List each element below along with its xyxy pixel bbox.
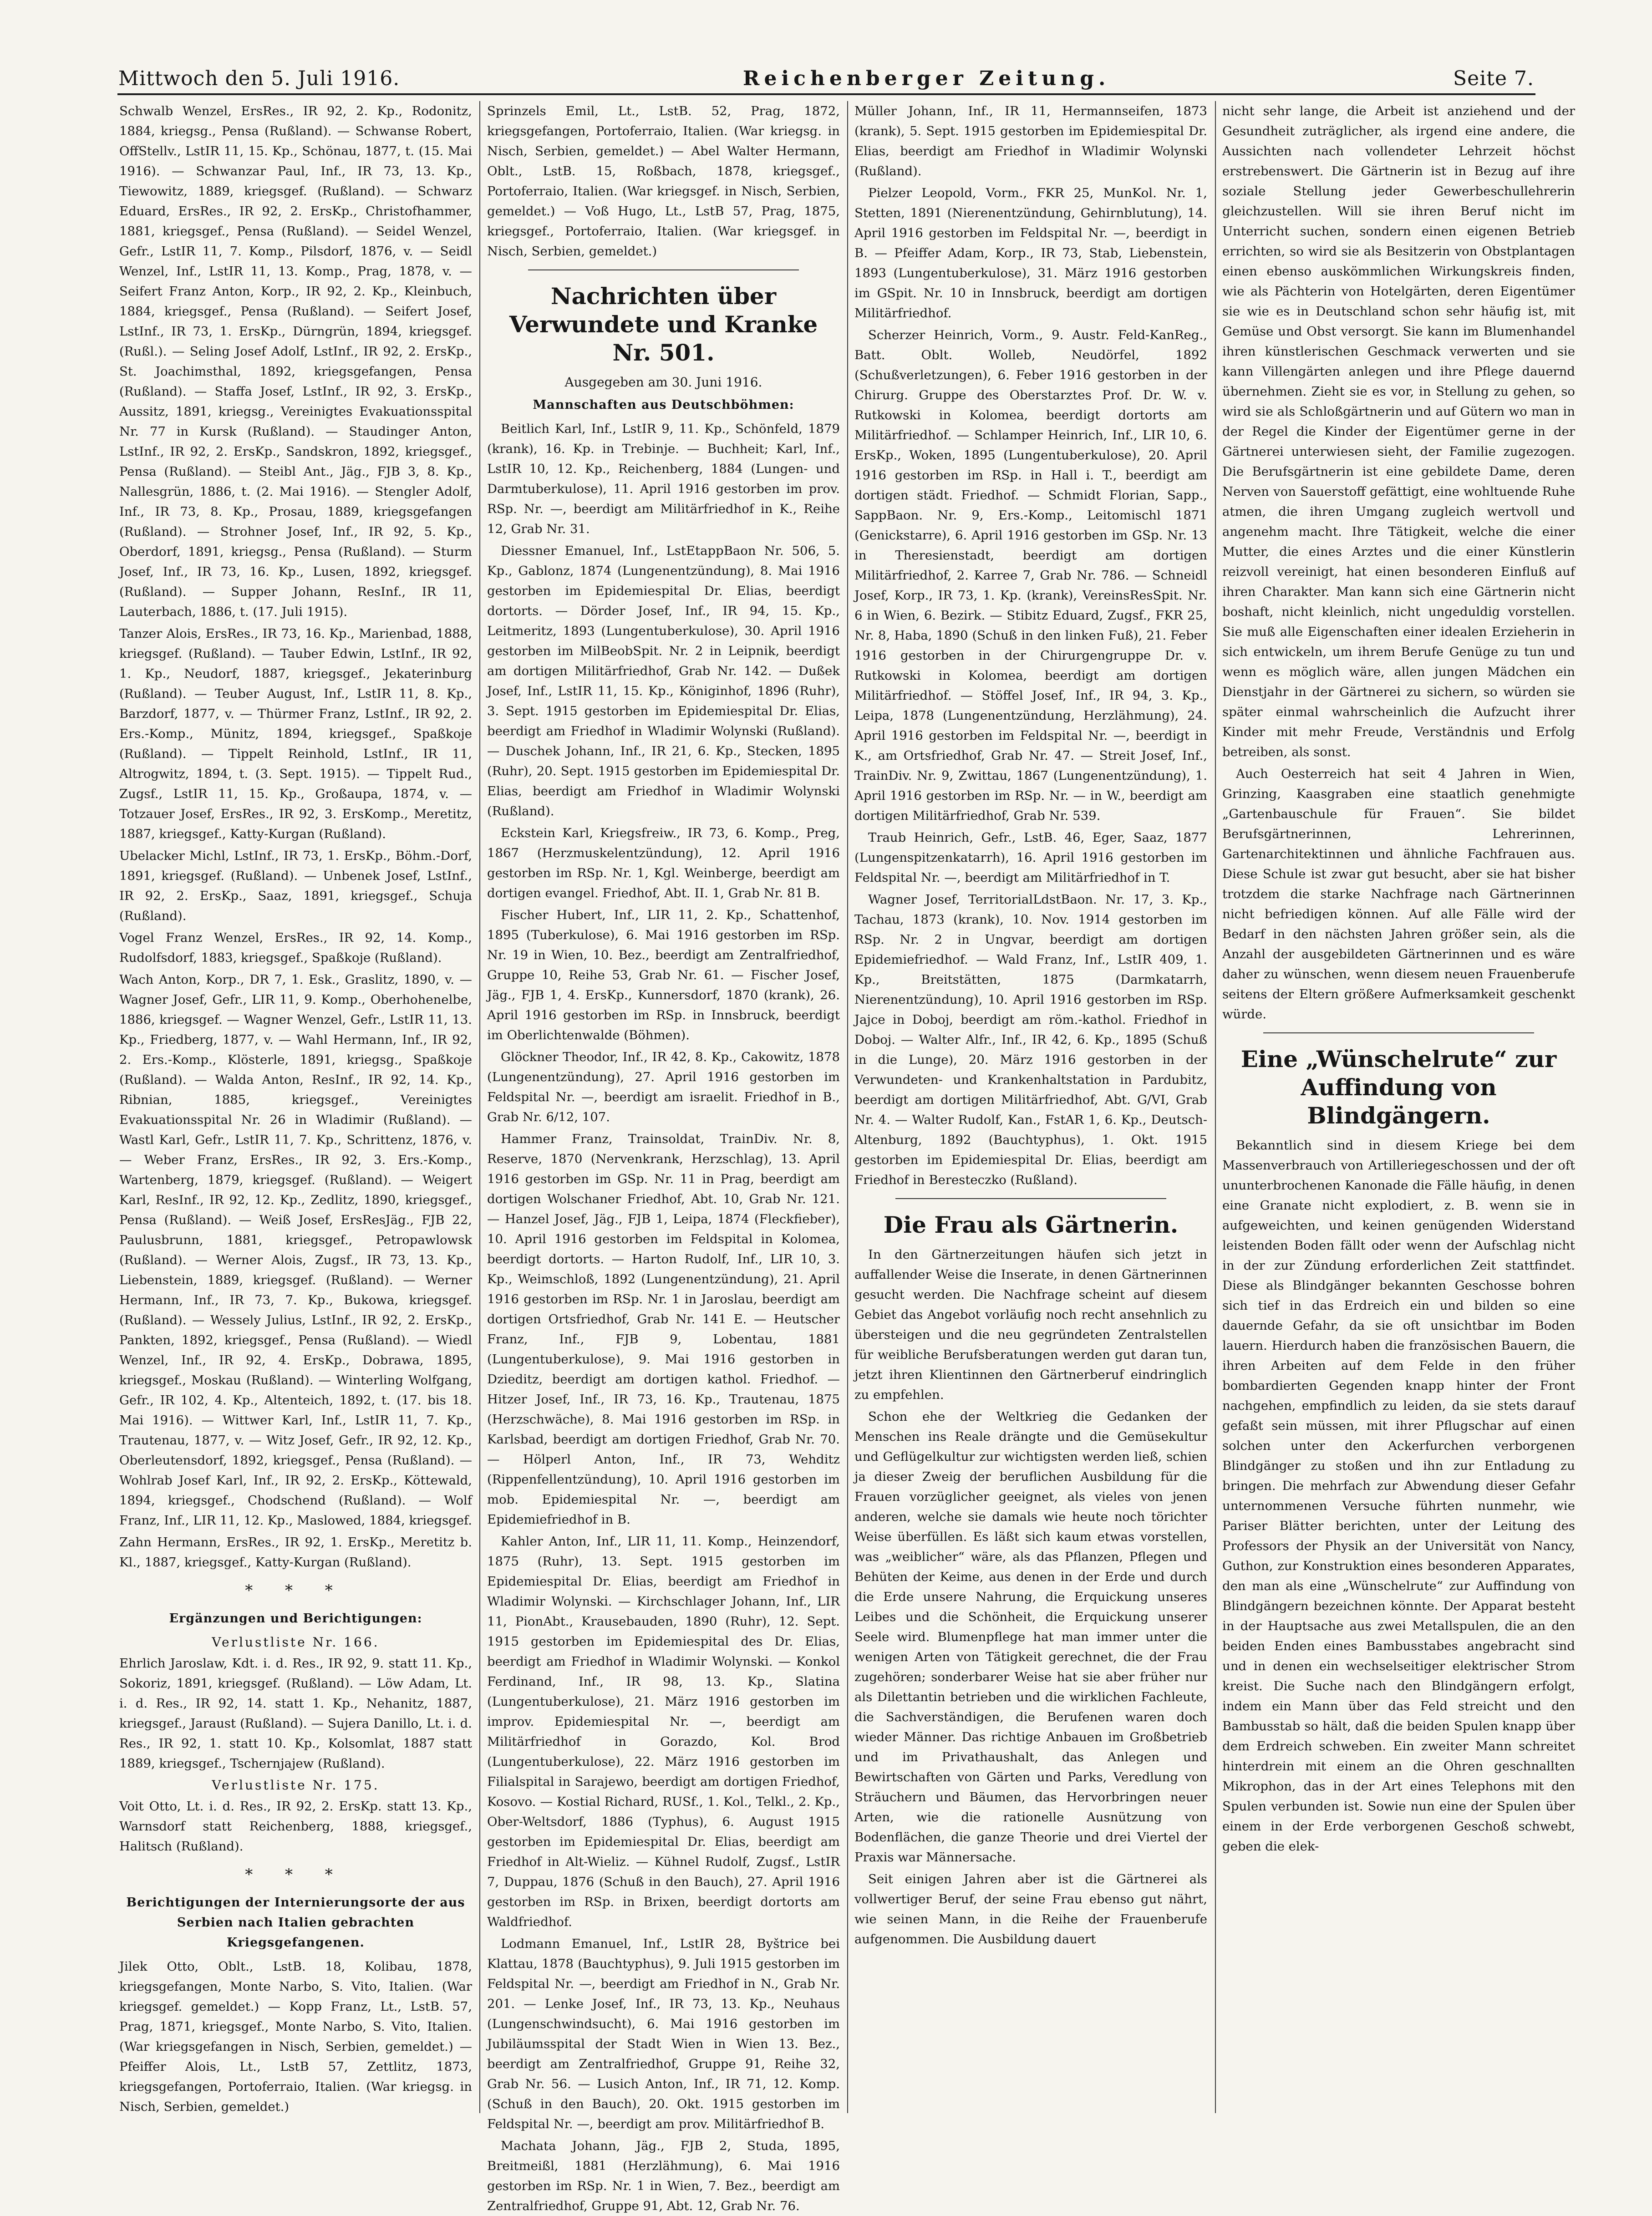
casualty-paragraph: Lodmann Emanuel, Inf., LstIR 28, Byštrice bei Klattau, 1878 (Bauchtyphus), 9. Juli 1915 gestorben im Feldspital Nr. —, beerdigt am Friedhof in N., Grab Nr. 201. — Lenke Josef, Inf., IR 73, 13. Kp., Neuhaus (Lungenschwindsucht), 6. Mai 1916 gestorben im Jubiläumsspital der Stadt Wien in Wien 13. Bez., beerdigt am Zentralfriedhof, Gruppe 91, Reihe 32, Grab Nr. 56. — Lusich Anton, Inf., IR 71, 12. Komp. (Schuß in den Bauch), 20. Okt. 1915 gestorben im Feldspital Nr. —, beerdigt am prov. Militärfriedhof B. (487, 1936, 840, 2131)
column-divider (847, 101, 848, 2113)
casualty-paragraph: Wagner Josef, TerritorialLdstBaon. Nr. 17, 3. Kp., Tachau, 1873 (krank), 10. Nov. 1914 gestorben im RSp. Nr. 2 in Ungvar, beerdigt am dortigen Epidemiefriedhof. — Wald Franz, Inf., LstIR 409, 1. Kp., Breitstätten, 1875 (Darmkatarrh, Nierenentzündung), 10. April 1916 gestorben im RSp. Jajce in Doboj, beerdigt am röm.-kathol. Friedhof in Doboj. — Walter Alfr., Inf., IR 42, 6. Kp., 1895 (Schuß in die Lunge), 20. März 1916 gestorben in der Verwundeten- und Krankenhaltstation in Pardubitz, beerdigt am dortigen Militärfriedhof, Abt. G/VI, Grab Nr. 4. — Walter Rudolf, Kan., FstAR 1, 6. Kp., Deutsch-Altenburg, 1892 (Bauchtyphus), 1. Okt. 1915 gestorben im Epidemiespital Dr. Elias, beerdigt am Friedhof in Beresteczko (Rußland). (854, 892, 1207, 1187)
casualty-paragraph: Machata Johann, Jäg., FJB 2, Studa, 1895, Breitmeißl, 1881 (Herzlähmung), 6. Mai 1916 gestorben im RSp. Nr. 1 in Wien, 7. Bez., beerdigt am Zentralfriedhof, Gruppe 91, Abt. 12, Grab Nr. 76. (487, 2139, 840, 2213)
article-title: Die Frau als Gärtnerin. (883, 1211, 1179, 1238)
casualty-entry: Ubelacker Michl, LstInf., IR 73, 1. ErsKp., Böhm.-Dorf, 1891, kriegsgef. (Rußland). — Unbenek Josef, LstInf., IR 92, 2. ErsKp., Saaz, 1891, kriegsgef., Schuja (Rußland). (119, 849, 472, 923)
page-number: Seite 7. (1453, 67, 1534, 90)
section-rule (1263, 1032, 1534, 1033)
casualty-paragraph: Fischer Hubert, Inf., LIR 11, 2. Kp., Schattenhof, 1895 (Tuberkulose), 6. Mai 1916 gestorben im RSp. Nr. 19 in Wien, 10. Bez., beerdigt am Zentralfriedhof, Gruppe 10, Reihe 53, Grab Nr. 61. — Fischer Josef, Jäg., FJB 1, 4. ErsKp., Kunnersdorf, 1870 (krank), 26. April 1916 gestorben im RSp. in Innsbruck, beerdigt im Oberlichtenwalde (Böhmen). (487, 908, 840, 1042)
column-divider (479, 101, 480, 2113)
list-heading: Verlustliste Nr. 166. (212, 1635, 380, 1650)
newspaper-title: Reichenberger Zeitung. (742, 67, 1110, 90)
page-header (118, 54, 1534, 90)
casualty-paragraph: Müller Johann, Inf., IR 11, Hermannseifen, 1873 (krank), 5. Sept. 1915 gestorben im Epidemiespital Dr. Elias, beerdigt am Friedhof in Wladimir Wolynski (Rußland). (854, 104, 1207, 178)
internment-heading: Berichtigungen der Internierungsorte der aus Serbien nach Italien gebrachten Kriegsgefangenen. (126, 1896, 465, 1950)
correction-entry: Voit Otto, Lt. i. d. Res., IR 92, 2. ErsKp. statt 13. Kp., Warnsdorf statt Reichenberg, 1888, kriegsgef., Halitsch (Rußland). (119, 1799, 472, 1854)
article-paragraph: Seit einigen Jahren aber ist die Gärtnerei als vollwertiger Beruf, der seine Frau ebenso gut nährt, wie seinen Mann, in die Reihe der Frauenberufe aufgenommen. Die Ausbildung dauert (854, 1872, 1207, 1947)
casualty-paragraph: Scherzer Heinrich, Vorm., 9. Austr. Feld-KanReg., Batt. Oblt. Wolleb, Neudörfel, 1892 (Schußverletzungen), 6. Feber 1916 gestorben in der Chirurg. Gruppe des Oberstarztes Prof. Dr. W. v. Rutkowski in Kolomea, beerdigt dortorts am Militärfriedhof. — Schlamper Heinrich, Inf., LIR 10, 6. ErsKp., Woken, 1895 (Lungentuberkulose), 20. April 1916 gestorben im RSp. in Hall i. T., beerdigt am dortigen städt. Friedhof. — Schmidt Florian, Sapp., SappBaon. Nr. 9, Ers.-Komp., Leitomischl 1871 (Genickstarre), 6. April 1916 gestorben im GSp. Nr. 13 in Theresienstadt, beerdigt am dortigen Militärfriedhof, 2. Karree 7, Grab Nr. 786. — Schneidl Josef, Korp., IR 73, 1. Kp. (krank), VereinsResSpit. Nr. 6 in Wien, 6. Bezirk. — Stibitz Eduard, Zugsf., FKR 25, Nr. 8, Haba, 1890 (Schuß in den linken Fuß), 21. Feber 1916 gestorben in der Chirurgengruppe Dr. v. Rutkowski in Kolomea, beerdigt am dortigen Militärfriedhof. — Stöffel Josef, Inf., IR 94, 3. Kp., Leipa, 1878 (Lungenentzündung, Herzlähmung), 24. April 1916 gestorben im Feldspital Nr. —, beerdigt in K., am Ortsfriedhof, Grab Nr. 47. — Streit Josef, Inf., TrainDiv. Nr. 9, Zwittau, 1867 (Lungenentzündung), 1. April 1916 gestorben im RSp. Nr. — in W., beerdigt am dortigen Militärfriedhof, Grab Nr. 539. (854, 328, 1207, 823)
column-3 (854, 101, 1207, 2113)
column-2 (487, 101, 840, 2213)
casualty-entry: Wach Anton, Korp., DR 7, 1. Esk., Graslitz, 1890, v. — Wagner Josef, Gefr., LIR 11, 9. Komp., Oberhohenelbe, 1886, kriegsgef. — Wagner Wenzel, Gefr., LstIR 11, 13. Kp., Friedberg, 1877, v. — Wahl Hermann, Inf., IR 92, 2. Ers.-Komp., Klösterle, 1891, kriegsg., Spaßkoje (Rußland). — Walda Anton, ResInf., IR 92, 14. Kp., Ribnian, 1885, kriegsgef., Vereinigtes Evakuationsspital Nr. 26 in Wladimir (Rußland). — Wastl Karl, Gefr., LstIR 11, 7. Kp., Schrittenz, 1876, v. — Weber Franz, ErsRes., IR 92, 3. Ers.-Komp., Wartenberg, 1879, kriegsgef. (Rußland). — Weigert Karl, ResInf., IR 92, 12. Kp., Zedlitz, 1890, kriegsgef., Pensa (Rußland). — Weiß Josef, ErsResJäg., FJB 22, Paulusbrunn, 1881, kriegsgef., Petropawlowsk (Rußland). — Werner Alois, Zugsf., IR 73, 13. Kp., Liebenstein, 1889, kriegsgef. (Rußland). — Werner Hermann, Inf., IR 73, 7. Kp., Bukowa, kriegsgef. (Rußland). — Wessely Julius, LstInf., IR 92, 2. ErsKp., Pankten, 1892, kriegsgef., Pensa (Rußland). — Wiedl Wenzel, Inf., IR 92, 4. ErsKp., Dobrawa, 1895, kriegsgef., Moskau (Rußland). — Winterling Wolfgang, Gefr., IR 102, 4. Kp., Altenteich, 1892, t. (17. bis 18. Mai 1916). — Wittwer Karl, Inf., LstIR 11, 7. Kp., Trautenau, 1877, v. — Witz Josef, Gefr., IR 92, 12. Kp., Oberleutensdorf, 1892, kriegsgef., Pensa (Rußland). — Wohlrab Josef Karl, Inf., IR 92, 2. ErsKp., Köttewald, 1894, kriegsgef., Chodschend (Rußland). — Wolf Franz, Inf., LIR 11, 12. Kp., Maslowed, 1884, kriegsgef. (119, 972, 472, 1528)
article-paragraph: Bekanntlich sind in diesem Kriege bei dem Massenverbrauch von Artilleriegeschossen und der oft ununterbrochenen Kanonade die Fälle häufig, in denen eine Granate nicht explodiert, z. B. wenn sie in aufgeweichten, und keinen genügenden Widerstand leistenden Boden fällt oder wenn der Aufschlag nicht in der zur Zündung erforderlichen Zeit stattfindet. Diese als Blindgänger bekannten Geschosse bohren sich tief in das Erdreich ein und bilden so eine dauernde Gefahr, da sie oft unsichtbar im Boden lauern. Hierdurch haben die französischen Bauern, die ihren Arbeiten auf dem Felde in den früher bombardierten Gegenden knapp hinter der Front nachgehen, empfindlich zu leiden, da sie stets darauf gefaßt sein müssen, mit ihrer Pflugschar auf einen solchen unter den Ackerfurchen verborgenen Blindgänger zu stoßen und ihn zur Entladung zu bringen. Die mehrfach zur Abwendung dieser Gefahr unternommenen Versuche führten nunmehr, wie Pariser Blätter berichten, unter der Leitung des Professors der Physik an der Universität von Nancy, Guthon, zur Konstruktion eines besonderen Apparates, den man als eine „Wünschelrute“ zur Auffindung von Blindgängern bezeichnen könnte. Der Apparat besteht in der Hauptsache aus zwei Metallspulen, die an den beiden Enden eines Bambusstabes angebracht sind und in denen ein wechselseitiger elektrischer Strom kreist. Die Suche nach den Blindgängern erfolgt, indem ein Mann über das Feld streicht und den Bambusstab so hält, daß die beiden Spulen knapp über dem Erdreich schweben. Ein zweiter Mann schreitet hinterdrein mit einem an die Ohren geschnallten Mikrophon, das in der Art eines Telephons mit den Spulen verbunden ist. Sowie nun eine der Spulen über einem in der Erde verborgenen Geschoß schwebt, geben die elek- (1222, 1138, 1575, 1854)
article-title: Eine „Wünschelrute“ zur Auffindung von Blindgängern. (1240, 1046, 1557, 1129)
casualty-subheading: Mannschaften aus Deutschböhmen: (533, 398, 794, 412)
header-rule (117, 93, 1535, 95)
casualty-entry: Vogel Franz Wenzel, ErsRes., IR 92, 14. Komp., Rudolfsdorf, 1883, kriegsgef., Spaßkoje (Rußland). (119, 930, 472, 965)
list-heading: Verlustliste Nr. 175. (212, 1778, 380, 1793)
correction-entry: Ehrlich Jaroslaw, Kdt. i. d. Res., IR 92, 9. statt 11. Kp., Sokoriz, 1891, kriegsgef. (Rußland). — Löw Adam, Lt. i. d. Res., IR 92, 14. statt 1. Kp., Nehanitz, 1887, kriegsgef., Jaraust (Rußland). — Sujera Danillo, Lt. i. d. Res., IR 92, 1. statt 10. Kp., Kolsomlat, 1887 statt 1889, kriegsgef., Tschernjajew (Rußland). (119, 1656, 472, 1771)
section-rule (528, 269, 799, 270)
casualty-report-title: Nachrichten über Verwundete und Kranke Nr. 501. (509, 283, 818, 366)
casualty-paragraph: Kahler Anton, Inf., LIR 11, 11. Komp., Heinzendorf, 1875 (Ruhr), 13. Sept. 1915 gestorben im Epidemiespital Dr. Elias, beerdigt am Friedhof in Wladimir Wolynski. — Kirchschlager Johann, Inf., LIR 11, PionAbt., Krausebauden, 1890 (Ruhr), 12. Sept. 1915 gestorben im Epidemiespital des Dr. Elias, beerdigt am Friedhof in Wladimir Wolynski. — Konkol Ferdinand, Inf., IR 98, 13. Kp., Slatina (Lungentuberkulose), 21. März 1916 gestorben im improv. Epidemiespital Nr. —, beerdigt am Militärfriedhof in Gorazdo, Kol. Brod (Lungentuberkulose), 22. März 1916 gestorben im Filialspital in Sarajewo, beerdigt am dortigen Friedhof, Kosovo. — Kostial Richard, RUSf., 1. Kol., Telkl., 2. Kp., Ober-Weltsdorf, 1886 (Typhus), 6. August 1915 gestorben im Epidemiespital Dr. Elias, beerdigt am Friedhof in Alt-Wieliz. — Kühnel Rudolf, Zugsf., LstIR 7, Duppau, 1876 (Schuß in den Bauch), 27. April 1916 gestorben im RSp. in Brixen, beerdigt dortorts am Waldfriedhof. (487, 1534, 840, 1929)
casualty-entry: Zahn Hermann, ErsRes., IR 92, 1. ErsKp., Meretitz b. Kl., 1887, kriegsgef., Katty-Kurgan (Rußland). (119, 1535, 472, 1570)
casualty-paragraph: Eckstein Karl, Kriegsfreiw., IR 73, 6. Komp., Preg, 1867 (Herzmuskelentzündung), 12. April 1916 gestorben im RSp. Nr. 1, Kgl. Weinberge, beerdigt am dortigen evangel. Friedhof, Abt. II. 1, Grab Nr. 81 B. (487, 826, 840, 900)
casualty-paragraph: Beitlich Karl, Inf., LstIR 9, 11. Kp., Schönfeld, 1879 (krank), 16. Kp. in Trebinje. — Buchheit; Karl, Inf., LstIR 10, 12. Kp., Reichenberg, 1884 (Lungen- und Darmtuberkulose), 11. April 1916 gestorben im prov. RSp. Nr. —, beerdigt am Militärfriedhof in K., Reihe 12, Grab Nr. 31. (487, 422, 840, 536)
internment-entry: Jilek Otto, Oblt., LstB. 18, Kolibau, 1878, kriegsgefangen, Monte Narbo, S. Vito, Italien. (War kriegsgef. gemeldet.) — Kopp Franz, Lt., LstB. 57, Prag, 1871, kriegsgef., Monte Narbo, S. Vito, Italien. (War kriegsgefangen in Nisch, Serbien, gemeldet.) — Pfeiffer Alois, Lt., LstB 57, Zettlitz, 1873, kriegsgefangen, Portoferraio, Italien. (War kriegsg. in Nisch, Serbien, gemeldet.) (119, 1959, 472, 2114)
casualty-paragraph: Traub Heinrich, Gefr., LstB. 46, Eger, Saaz, 1877 (Lungenspitzenkatarrh), 16. April 1916 gestorben im Feldspital Nr. —, beerdigt am Militärfriedhof in T. (854, 830, 1207, 885)
casualty-paragraph: Pielzer Leopold, Vorm., FKR 25, MunKol. Nr. 1, Stetten, 1891 (Nierenentzündung, Gehirnblutung), 14. April 1916 gestorben im Feldspital Nr. —, beerdigt in B. — Pfeiffer Adam, Korp., IR 73, Stab, Liebenstein, 1893 (Lungentuberkulose), 31. März 1916 gestorben im GSpit. Nr. 10 in Innsbruck, beerdigt am dortigen Militärfriedhof. (854, 186, 1207, 320)
casualty-paragraph: Diessner Emanuel, Inf., LstEtappBaon Nr. 506, 5. Kp., Gablonz, 1874 (Lungenentzündung), 8. Mai 1916 gestorben im Epidemiespital Dr. Elias, beerdigt dortorts. — Dörder Josef, Inf., IR 94, 15. Kp., Leitmeritz, 1893 (Lungentuberkulose), 30. April 1916 gestorben im MilBeobSpit. Nr. 2 in Leipnik, beerdigt am dortigen Militärfriedhof, Grab Nr. 142. — Dußek Josef, Inf., LstIR 11, 15. Kp., Königinhof, 1896 (Ruhr), 3. Sept. 1915 gestorben im Epidemiespital Dr. Elias, beerdigt am Friedhof in Wladimir Wolynski (Rußland). — Duschek Johann, Inf., IR 21, 6. Kp., Stecken, 1895 (Ruhr), 20. Sept. 1915 gestorben im Epidemiespital Dr. Elias, beerdigt am Friedhof in Wladimir Wolynski (Rußland). (487, 544, 840, 818)
section-separator: * * * (245, 1865, 346, 1884)
casualty-entry: Tanzer Alois, ErsRes., IR 73, 16. Kp., Marienbad, 1888, kriegsgef. (Rußland). — Tauber Edwin, LstInf., IR 92, 1. Kp., Neudorf, 1887, kriegsgef., Jekaterinburg (Rußland). — Teuber August, Inf., LstIR 11, 8. Kp., Barzdorf, 1877, v. — Thürmer Franz, LstInf., IR 92, 2. Ers.-Komp., Münitz, 1894, kriegsgef., Spaßkoje (Rußland). — Tippelt Reinhold, LstInf., IR 11, Altrogwitz, 1894, t. (3. Sept. 1915). — Tippelt Rud., Zugsf., LstIR 11, 15. Kp., Großaupa, 1874, v. — Totzauer Josef, ErsRes., IR 92, 3. ErsKomp., Meretitz, 1887, kriegsgef., Katty-Kurgan (Rußland). (119, 626, 472, 841)
column-divider (1215, 101, 1216, 2113)
article-paragraph: Schon ehe der Weltkrieg die Gedanken der Menschen ins Reale drängte und die Gemüsekultur und Geflügelkultur zur wichtigsten werden ließ, schien ja dieser Zweig der beruflichen Ausbildung für die Frauen vorzüglicher geeignet, als vieles von jenen anderen, welche sie damals wie heute noch törichter Weise überfüllen. Es läßt sich kaum etwas vorstellen, was „weiblicher“ wäre, als das Pflanzen, Pflegen und Behüten der Keime, aus denen in der Erde und durch die Erde unsere Nahrung, die Erquickung unseres Leibes und die Schönheit, die Erquickung unserer Seele wird. Blumenpflege hat man immer unter die wenigen Arten von Tätigkeit gerechnet, die der Frau zugehören; sonderbarer Weise hat sie aber früher nur als Dilettantin betrieben und die wirklichen Fachleute, die Sachverständigen, die Berufenen waren doch wieder Männer. Das richtige Anbauen im Großbetrieb und im Privathaushalt, das Anlegen und Bewirtschaften von Gärten und Parks, Veredlung von Sträuchern und Bäumen, das Hervorbringen neuer Arten, wie die rationelle Ausnützung von Bodenflächen, die ganze Theorie und drei Viertel der Praxis war Männersache. (854, 1409, 1207, 1865)
issue-date: Mittwoch den 5. Juli 1916. (118, 67, 400, 90)
column-4 (1222, 101, 1575, 2113)
column-1 (119, 101, 472, 2113)
casualty-paragraph: Glöckner Theodor, Inf., IR 42, 8. Kp., Cakowitz, 1878 (Lungenentzündung), 27. April 1916 gestorben im Feldspital Nr. —, beerdigt am israelit. Friedhof in B., Grab Nr. 6/12, 107. (487, 1050, 840, 1124)
article-paragraph: In den Gärtnerzeitungen häufen sich jetzt in auffallender Weise die Inserate, in denen Gärtnerinnen gesucht werden. Die Nachfrage scheint auf diesem Gebiet das Angebot vorläufig noch recht ansehnlich zu übersteigen und die neu gegründeten Zentralstellen für weibliche Berufsberatungen werden gut daran tun, jetzt ihren Klientinnen den Gärtnerberuf eindringlich zu empfehlen. (854, 1247, 1207, 1402)
issue-dateline: Ausgegeben am 30. Juni 1916. (564, 375, 762, 390)
article-paragraph: nicht sehr lange, die Arbeit ist anziehend und der Gesundheit zuträglicher, als irgend eine andere, die Aussichten nach vollendeter Lehrzeit höchst erstrebenswert. Die Gärtnerin ist in Bezug auf ihre soziale Stellung jeder Gewerbeschullehrerin gleichzustellen. Will sie ihren Beruf nicht im Unterricht suchen, sondern einen eigenen Betrieb errichten, so wird sie als Besitzerin von Obstplantagen einen ebenso auskömmlichen Wirkungskreis finden, wie als Pächterin von Hotelgärten, deren Eigentümer sie wie es in Deutschland schon sehr häufig ist, mit Gemüse und Obst versorgt. Sie kann im Blumenhandel ihren künstlerischen Geschmack verwerten und sie kann Villengärten anlegen und ihre Pflege dauernd übernehmen. Zieht sie es vor, in Stellung zu gehen, so wird sie als Schloßgärtnerin und auf Gütern wo man in der Regel die Kinder der Eigentümer gerne in der Gärtnerei unterwiesen sieht, der Familie zugezogen. Die Berufsgärtnerin ist eine gebildete Dame, deren Nerven von Sauerstoff gefättigt, eine wohltuende Ruhe atmen, die ihren Umgang zugleich wertvoll und angenehm macht. Ihre Tätigkeit, welche die einer Mutter, die eines Arztes und die einer Künstlerin reizvoll vereinigt, hat einen besonderen Einfluß auf ihren Charakter. Man kann sich eine Gärtnerin nicht boshaft, nicht kleinlich, nicht ungeduldig vorstellen. Sie muß alle Eigenschaften einer idealen Erzieherin in sich entwickeln, um ihrem Berufe Genüge zu tun und wenn es möglich wäre, allen jungen Mädchen ein Dienstjahr in der Gärtnerei zu sichern, so würden sie später einmal wahrscheinlich die Aufzucht ihrer Kinder mit mehr Freude, Verständnis und Erfolg betreiben, als sonst. (1222, 104, 1575, 759)
article-paragraph: Auch Oesterreich hat seit 4 Jahren in Wien, Grinzing, Kaasgraben eine staatlich genehmigte „Gartenbauschule für Frauen“. Sie bildet Berufsgärtnerinnen, Lehrerinnen, Gartenarchitektinnen und ähnliche Fachfrauen aus. Diese Schule ist zwar gut besucht, aber sie hat bisher trotzdem die starke Nachfrage nach Gärtnerinnen nicht befriedigen können. Auf alle Fälle wird der Bedarf in den nächsten Jahren größer sein, als die Anzahl der ausgebildeten Gärtnerinnen und es wäre daher zu wünschen, wenn diesem neuen Frauenberufe seitens der Eltern größere Aufmerksamkeit geschenkt würde. (1222, 767, 1575, 1022)
corrections-heading: Ergänzungen und Berichtigungen: (169, 1611, 422, 1626)
casualty-entry: Schwalb Wenzel, ErsRes., IR 92, 2. Kp., Rodonitz, 1884, kriegsg., Pensa (Rußland). — Schwanse Robert, OffStellv., LstIR 11, 15. Kp., Schönau, 1877, t. (15. Mai 1916). — Schwanzar Paul, Inf., IR 73, 13. Kp., Tiewowitz, 1889, kriegsgef. (Rußland). — Schwarz Eduard, ErsRes., IR 92, 2. ErsKp., Christofhammer, 1881, kriegsgef., Pensa (Rußland). — Seidel Wenzel, Gefr., LstIR 11, 7. Komp., Pilsdorf, 1876, v. — Seidl Wenzel, Inf., LstIR 11, 13. Komp., Prag, 1878, v. — Seifert Franz Anton, Korp., IR 92, 2. Kp., Kleinbuch, 1884, kriegsgef., Pensa (Rußland). — Seifert Josef, LstInf., IR 73, 1. ErsKp., Dürngrün, 1894, kriegsgef. (Rußl.). — Seling Josef Adolf, LstInf., IR 92, 2. ErsKp., St. Joachimsthal, 1892, kriegsgefangen, Pensa (Rußland). — Staffa Josef, LstInf., IR 92, 3. ErsKp., Aussitz, 1891, kriegsg., Vereinigtes Evakuationsspital Nr. 77 in Kursk (Rußland). — Staudinger Anton, LstInf., IR 92, 2. ErsKp., Sandskron, 1892, kriegsgef., Pensa (Rußland). — Steibl Ant., Jäg., FJB 3, 8. Kp., Nallesgrün, 1886, t. (2. Mai 1916). — Stengler Adolf, Inf., IR 73, 8. Kp., Prosau, 1889, kriegsgefangen (Rußland). — Strohner Josef, Inf., IR 92, 5. Kp., Oberdorf, 1891, kriegsg., Pensa (Rußland). — Sturm Josef, Inf., IR 73, 16. Kp., Lusen, 1892, kriegsgef. (Rußland). — Supper Johann, ResInf., IR 11, Lauterbach, 1886, t. (17. Juli 1915). (119, 104, 472, 619)
section-rule (895, 1198, 1166, 1199)
internment-entry: Sprinzels Emil, Lt., LstB. 52, Prag, 1872, kriegsgefangen, Portoferraio, Italien. (War kriegsg. in Nisch, Serbien, gemeldet.) — Abel Walter Hermann, Oblt., LstB. 15, Roßbach, 1878, kriegsgef., Portoferraio, Italien. (War kriegsgef. in Nisch, Serbien, gemeldet.) — Voß Hugo, Lt., LstB 57, Prag, 1875, kriegsgef., Portoferraio, Italien. (War kriegsgef. in Nisch, Serbien, gemeldet.) (487, 104, 840, 259)
section-separator: * * * (245, 1581, 346, 1600)
casualty-paragraph: Hammer Franz, Trainsoldat, TrainDiv. Nr. 8, Reserve, 1870 (Nervenkrank, Herzschlag), 13. April 1916 gestorben im GSp. Nr. 11 in Prag, beerdigt am dortigen Wolschaner Friedhof, Abt. 10, Grab Nr. 121. — Hanzel Josef, Jäg., FJB 1, Leipa, 1874 (Fleckfieber), 10. April 1916 gestorben im Feldspital in Kolomea, beerdigt dortorts. — Harton Rudolf, Inf., LIR 10, 3. Kp., Weimschloß, 1892 (Lungenentzündung), 21. April 1916 gestorben im RSp. Nr. 1 in Jaroslau, beerdigt am dortigen Ortsfriedhof, Grab Nr. 141 E. — Heutscher Franz, Inf., FJB 9, Lobentau, 1881 (Lungentuberkulose), 9. Mai 1916 gestorben in Dzieditz, beerdigt am dortigen kathol. Friedhof. — Hitzer Josef, Inf., IR 73, 16. Kp., Trautenau, 1875 (Herzschwäche), 8. Mai 1916 gestorben im RSp. in Karlsbad, beerdigt am dortigen Friedhof, Grab Nr. 70. — Hölperl Anton, Inf., IR 73, Wehditz (Rippenfellentzündung), 10. April 1916 gestorben im mob. Epidemiespital Nr. —, beerdigt am Epidemiefriedhof in B. (487, 1132, 840, 1527)
